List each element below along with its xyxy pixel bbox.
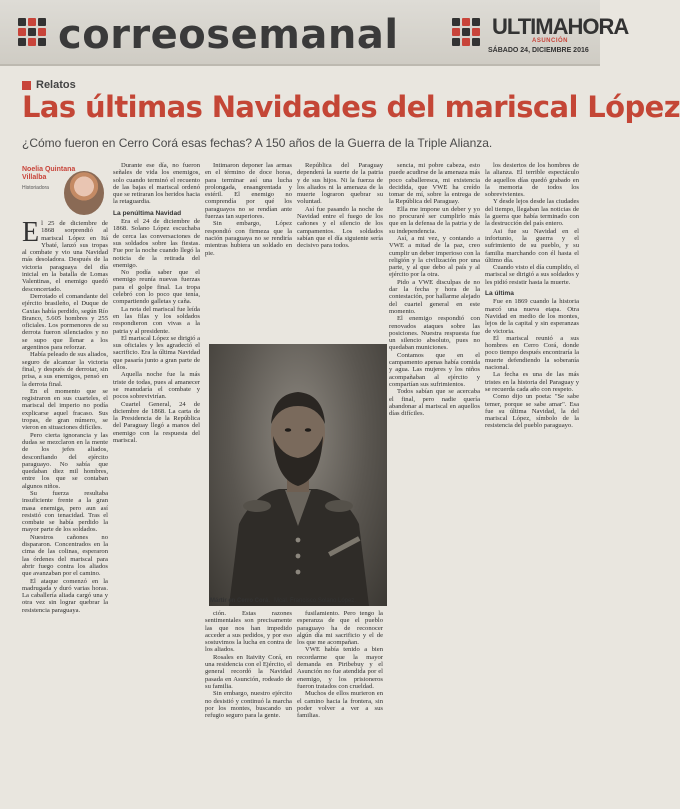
portrait-figure-icon [209,344,387,606]
author-name: Noelia Quintana Villalba [22,166,76,181]
author-role: Historiadora [22,185,49,191]
column-6 [485,162,579,798]
drop-cap: E [22,217,40,248]
article-paragraph: Como dijo un poeta: "Se sabe temer, porque se sabe amar". Esa fue su última Navidad, la del mariscal López, símbolo de la resistencia del pueblo paraguayo. [485,393,579,430]
article-paragraph: VWE había tenido a bien recordarme que la mayor demanda en Piribebuy y el Asunción no fue atendida por el enemigo, y los prisioneros fueron tratados con crueldad. [297,646,383,690]
section-square-icon [22,81,31,90]
grid-logo-icon [18,18,46,46]
masthead: correosemanal [58,12,399,58]
column-4-top [297,162,383,352]
caption-credit: Mcal. Francisco Solano López. [274,598,357,604]
article-paragraph: Intimaron deponer las armas en el término de doce horas, para terminar así una lucha prolongada, ensangrentada y estéril. El enemigo no comprendía por qué los paraguayos no se rendían ante fuerzas tan superiores. [205,162,292,221]
article-paragraph: República del Paraguay dependerá la suerte de la patria y de sus hijos. Ni la fuerza de los aliados ni la amenaza de la muerte lograron quebrar su voluntad. [297,162,383,206]
headline: Las últimas Navidades del mariscal López [22,90,680,124]
article-paragraph: Todos sabían que se acercaba el final, pero nadie quería abandonar al mariscal en aquellos días difíciles. [389,388,480,418]
issue-date: SÁBADO 24, DICIEMBRE 2016 [488,47,589,54]
article-paragraph: En el momento que se registraron en sus cuarteles, el mariscal del imperio no podía explicarse aquel fracaso. Sus tropas, de gran número, se vieron en situaciones difíciles. [22,387,108,432]
column-3-top [205,162,292,352]
article-paragraph: Así, a mi vez, y contando a VWE a mitad de la paz, creo cumplir un deber imperioso con la religión y la civilización por una parte, y al que debo al país y al ejército por la otra. [389,234,480,279]
article-paragraph: Pido a VWE disculpas de no dar la fecha y hora de la contestación, por hallarme alejado del cuartel general en este momento. [389,278,480,315]
article-paragraph: Rosales en Itaivity Corá, en una residencia con el Ejército, el general recordó la Navidad pasada en Asunción, rodeado de su familia. [205,653,292,690]
section-label: Relatos [36,79,76,91]
article-paragraph: Asi fue su Navidad en el infortunio, la guerra y el sufrimiento de su pueblo, y su familia marchando con él hasta el último día. [485,227,579,264]
article-paragraph: ción. Estas razones sentimentales son precisamente las que nos han impedido acceder a sus pedidos, y por eso sostuvimos la lucha en contra de los aliados. [205,610,292,654]
article-paragraph: Derrotado el comandante del ejército brasileño, el Duque de Caxias había perdido, según Río Branco, 5.605 hombres y 255 oficiales. Los pormenores de su derrota fueron silenciados y no se supo que llenar a los argentinos para reforzar. [22,292,108,352]
article-paragraph: Nuestros cañones no dispararon. Concentrados en la cima de las colinas, esperaron las órdenes del mariscal para abrir fuego contra los aliados que avanzaban por el camino. [22,533,108,578]
article-paragraph: los desiertos de los hombres de la alianza. El terrible espectáculo de aquellos días quedó grabado en la memoria de todos los sobrevivientes. [485,162,579,199]
article-paragraph: Ella me impone un deber y yo no procuraré ser cumplirlo más que en la defensa de la patria y de su independencia. [389,205,480,235]
portrait-photo [209,344,387,606]
article-subheading: La penúltima Navidad [113,209,182,217]
article-paragraph: Durante ese día, no fueron señales de vida los enemigos, solo cuando terminó el recuento de las bajas el mariscal ordenó que se retiraran los heridos hacia la retaguardia. [113,162,200,206]
column-5 [389,162,480,798]
article-paragraph: El mariscal López se dirigió a sus oficiales y les agradeció el sacrificio. Era la última Navidad que pasaría junto a gran parte de ellos. [113,334,200,372]
article-paragraph: El mariscal reunió a sus hombres en Cerro Corá, donde poco tiempo después encontraría la muerte defendiendo la soberanía nacional. [485,334,579,372]
article-paragraph: No podía saber que el enemigo reunía nuevas fuerzas para el golpe final. La tropa celebró con lo poco que tenía, compartiendo galletas y caña. [113,269,200,306]
column-4-bottom [297,610,383,798]
article-paragraph: Sin embargo, López respondió con firmeza que la nación paraguaya no se rendiría mientras hubiera un soldado en pie. [205,220,292,257]
article-subheading: La última [485,290,514,298]
header-band [0,0,629,66]
article-paragraph: fusilamiento. Pero tengo la esperanza de que el pueblo paraguayo ha de reconocer algún día mi sacrificio y el de los que me acompañan. [297,610,383,647]
subhead: ¿Cómo fueron en Cerro Corá esas fechas? A 150 años de la Guerra de la Triple Alianza. [22,136,493,150]
article-paragraph: El 25 de diciembre de 1868 sorprendió al mariscal López en Itá Ybaté, lanzó sus tropas al combate y vio una Navidad más desoladora. Después de la victoria paraguaya del día inicial en la batalla de Lomas Valentinas, el enemigo quedó desconcertado. [22,217,108,293]
newspaper-logo: ULTIMAHORA [492,14,629,39]
article-paragraph: Pero cierta ignorancia y las dudas se mezclaron en la mente de los jefes aliados, desconfiando del ejército paraguayo. No sabía que quedaban diez mil hombres, entre los que se contaban algunos niños. [22,431,108,490]
article-paragraph: Su fuerza resultaba insuficiente frente a la gran masa enemiga, pero aun así resistió con tenacidad. Tras el combate se había perdido la mayor parte de los soldados. [22,489,108,534]
article-paragraph: sencia, mi pobre cabeza, esto puede acudirse de la amenaza más poco caballeresca, mi existencia decidida, que VWE ha creído tomar de mí, sobre la entrega de la República del Paraguay. [389,162,480,206]
article-paragraph: Aquella noche fue la más triste de todas, pues al amanecer se reanudaría el combate y pocos sobrevivirían. [113,371,200,401]
location-label: ASUNCIÓN [532,38,569,44]
article-paragraph: Era el 24 de diciembre de 1868. Solano López escuchaba de cerca las conversaciones de sus soldados sobre las fiestas. Fue por la noche cuando llegó la noticia de la retirada del enemigo. [113,218,200,269]
article-paragraph: Fue en 1869 cuando la historia marcó una nueva etapa. Otra Navidad en medio de los montes, lejos de la capital y sin esperanzas de victoria. [485,298,579,335]
column-1 [22,217,108,798]
article-paragraph: Así fue pasando la noche de Navidad entre el fuego de los cañones y el silencio de los campamentos. Los soldados sabían que el día siguiente sería decisivo para todos. [297,205,383,250]
column-3-bottom [205,610,292,798]
article-paragraph: Contamos que en el campamento apenas había comida y agua. Las mujeres y los niños acompañaban al ejército y compartían sus sufrimientos. [389,351,480,388]
article-paragraph: El enemigo respondió con renovados ataques sobre las posiciones. Nuestra respuesta fue un silencio absoluto, pues no quedaban municiones. [389,315,480,352]
article-paragraph: Muchos de ellos murieron en el camino hacia la frontera, sin poder volver a ver a sus familias. [297,690,383,720]
article-paragraph: La fecha es una de las más tristes en la historia del Paraguay y se recuerda cada año con respeto. [485,371,579,393]
article-paragraph: Y desde lejos desde las ciudades del tiempo, llegaban las noticias de la guerra que había terminado con la destrucción del país entero. [485,198,579,228]
article-paragraph: Había peleado de sus aliados, seguro de alcanzar la victoria final, y después de derrotar, sin prisa, a sus enemigos, pensó en la derrota final. [22,351,108,388]
author-avatar [64,171,104,215]
caption-title: Mártir en Cerro Corá. [210,598,271,604]
photo-caption [210,598,390,604]
article-paragraph: Sin embargo, nuestro ejército no desistió y continuó la marcha por los montes, buscando un refugio seguro para la gente. [205,690,292,720]
article-paragraph: La nota del mariscal fue leída en las filas y los soldados respondieron con vivas a la patria y al presidente. [113,305,200,335]
column-2 [113,162,200,798]
article-paragraph: Cuartel General, 24 de diciembre de 1868. La carta de la Presidencia de la República del Paraguay llegó a manos del enemigo con la respuesta del mariscal. [113,400,200,444]
article-paragraph: El ataque comenzó en la madrugada y duró varias horas. La caballería aliada cargó una y otra vez sin lograr quebrar la resistencia paraguaya. [22,577,108,614]
article-paragraph: Cuando visto el día cumplido, el mariscal se dirigió a sus soldados y les pidió resistir hasta la muerte. [485,264,579,286]
brand-grid-icon [452,18,480,46]
